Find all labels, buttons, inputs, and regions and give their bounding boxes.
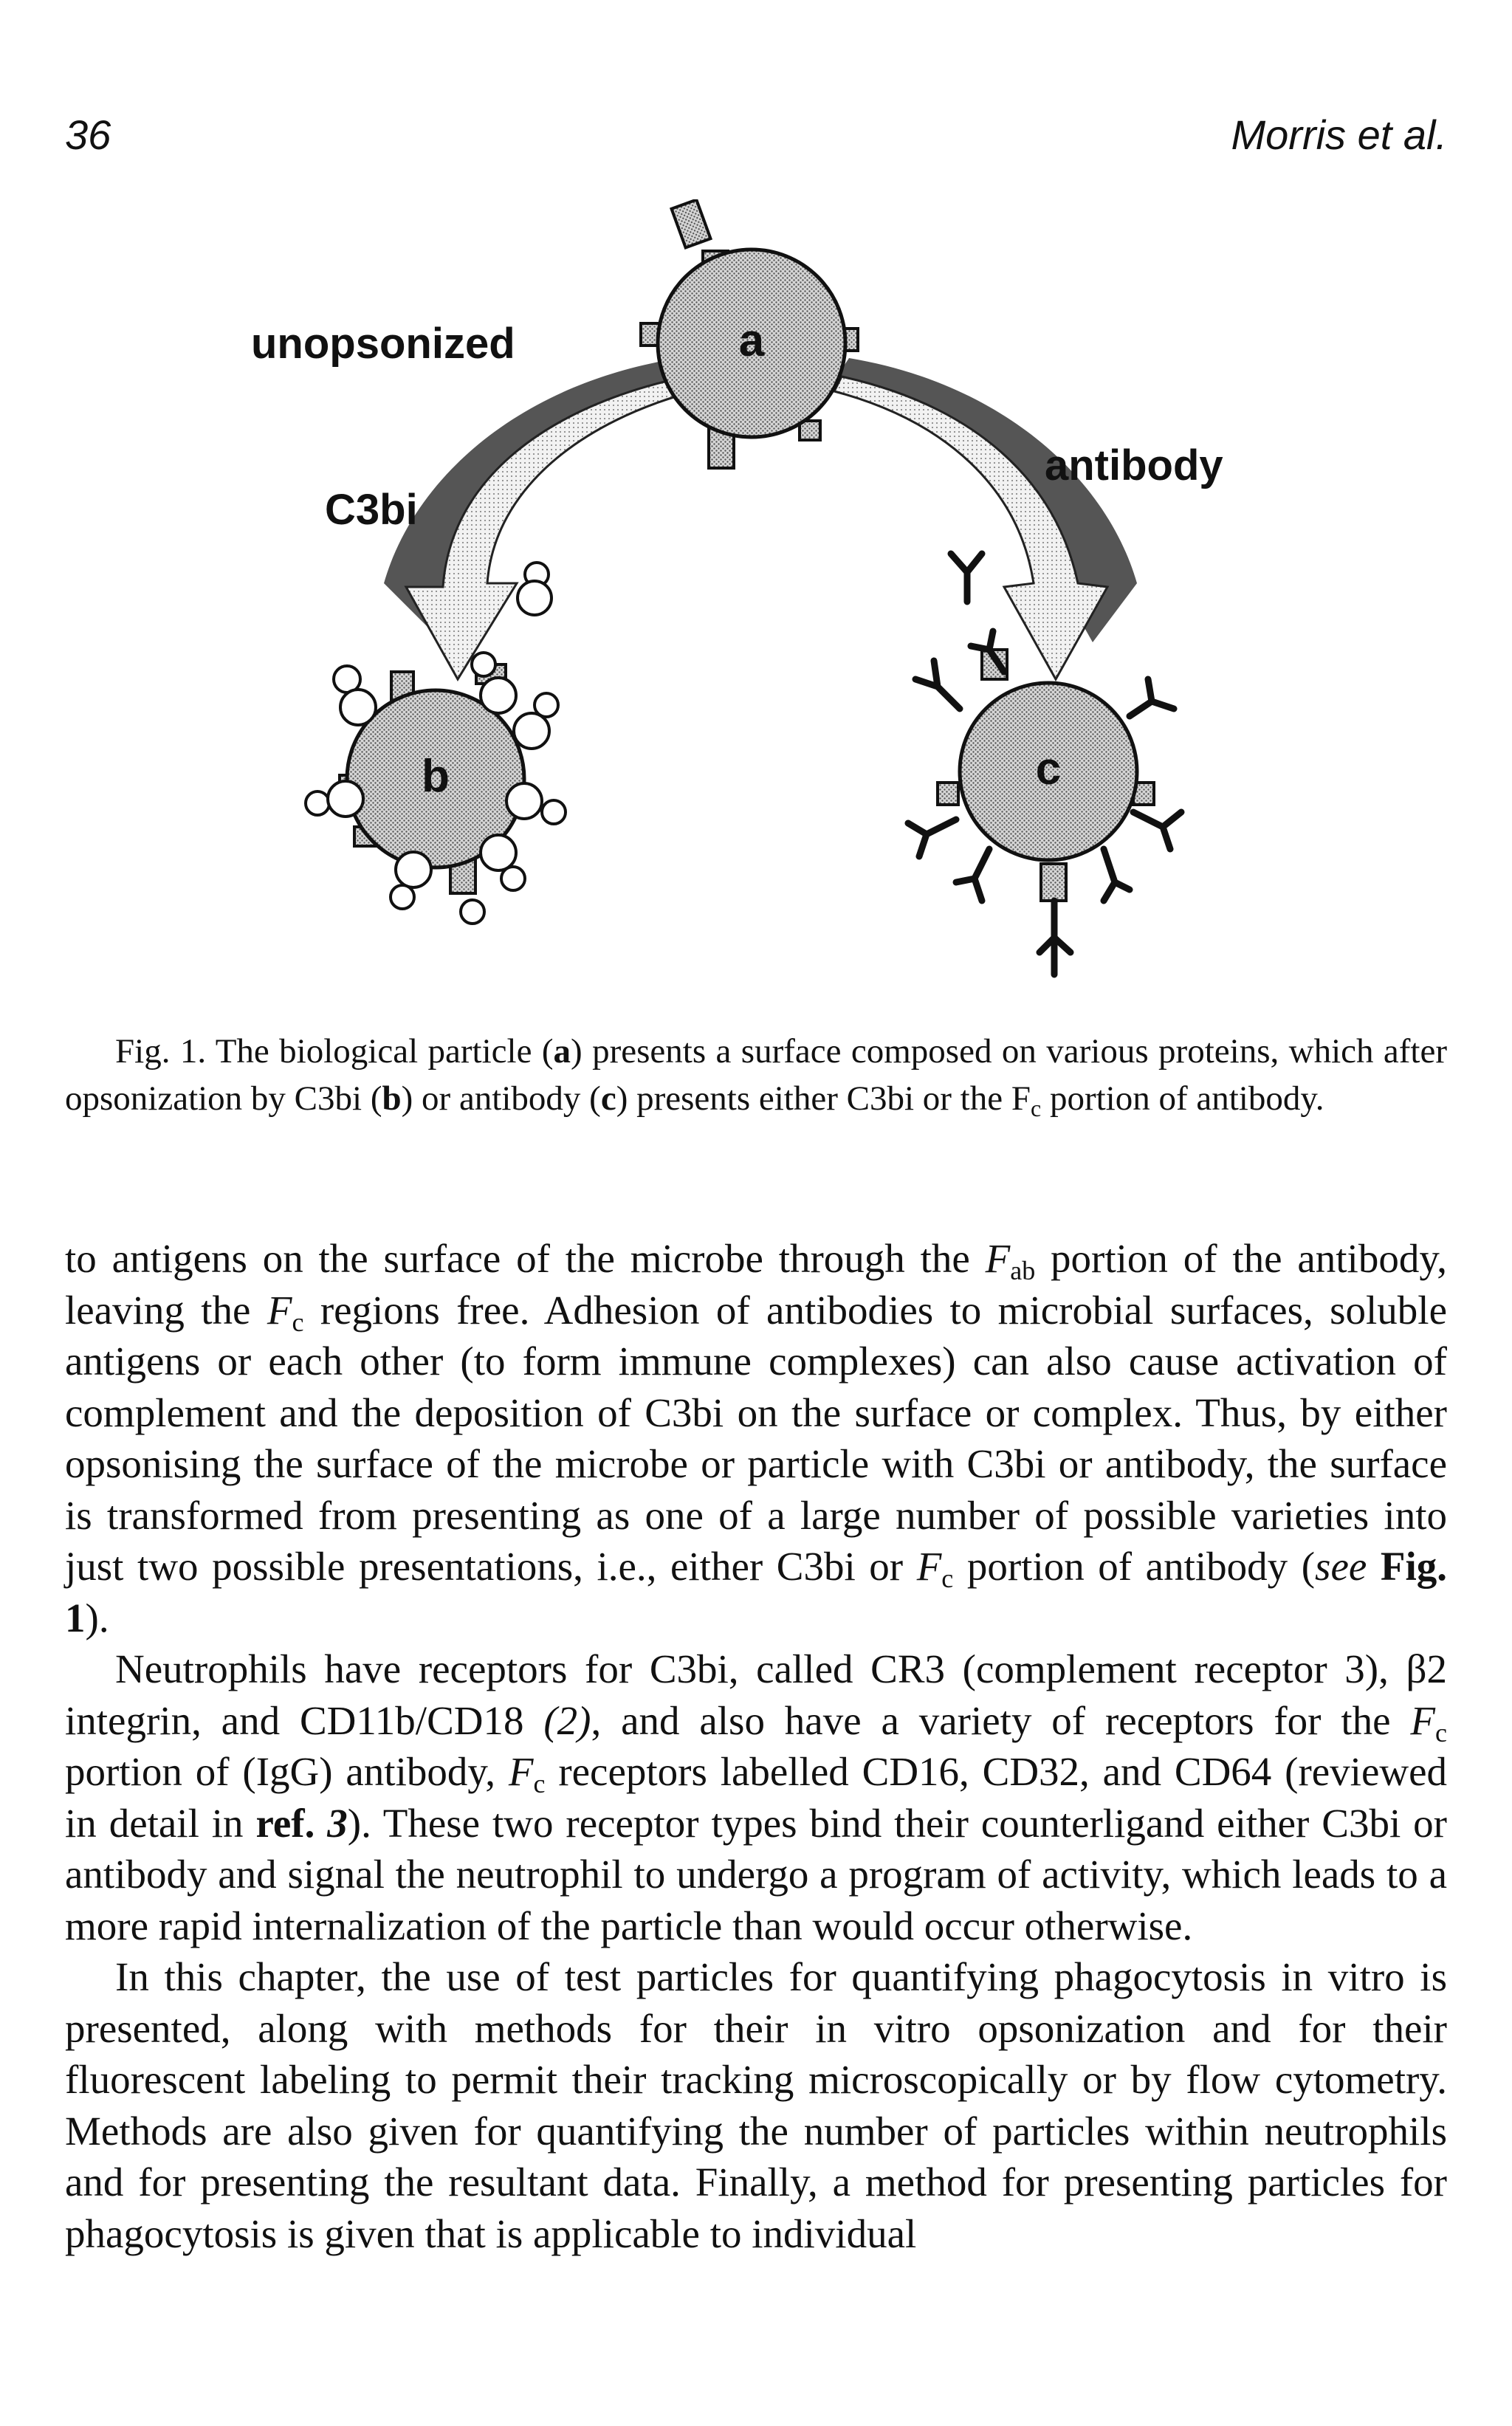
italic-f: F <box>985 1236 1011 1281</box>
text <box>1367 1544 1381 1589</box>
page-number: 36 <box>65 111 111 158</box>
subscript: ab <box>1010 1256 1036 1285</box>
italic-f: F <box>1410 1697 1436 1743</box>
arrow-to-c <box>834 358 1137 679</box>
particle-b <box>306 653 566 924</box>
text: portion of (IgG) antibody, <box>65 1749 509 1794</box>
particle-a-label: a <box>738 315 765 366</box>
figure-caption <box>65 1028 1447 1122</box>
caption-subscript: c <box>1030 1095 1042 1121</box>
italic-f: F <box>916 1544 942 1589</box>
text: to antigens on the surface of the microbe through the <box>65 1236 986 1281</box>
opsonization-diagram <box>221 199 1299 989</box>
caption-text: ) presents a surface composed on various proteins, which after opsonization by C3bi ( <box>65 1032 1448 1118</box>
running-head <box>65 111 1447 170</box>
caption-panel-a: a <box>553 1032 571 1071</box>
text: ). <box>85 1595 109 1640</box>
caption-panel-c: c <box>600 1079 616 1118</box>
text: , and also have a variety of receptors for the <box>591 1697 1411 1743</box>
citation-reference-label[interactable]: ref. <box>255 1800 328 1846</box>
label-c3bi: C3bi <box>325 486 418 534</box>
paragraph-1 <box>65 1233 1447 1643</box>
caption-text: The biological particle ( <box>206 1032 554 1071</box>
body-text <box>65 1233 1447 2259</box>
italic-f: F <box>267 1287 292 1333</box>
text: receptors labelled CD16, CD32, and CD64 (reviewed in detail in <box>65 1749 1447 1846</box>
caption-panel-b: b <box>382 1079 402 1118</box>
caption-text: ) presents either C3bi or the F <box>616 1079 1031 1118</box>
running-authors: Morris et al. <box>1231 111 1447 158</box>
citation-reference[interactable]: (2) <box>543 1697 591 1743</box>
subscript: c <box>533 1769 546 1798</box>
label-unopsonized: unopsonized <box>251 320 515 368</box>
citation-reference[interactable]: 3 <box>327 1800 348 1846</box>
particle-c-label: c <box>1035 743 1062 794</box>
arrow-to-b <box>384 358 694 679</box>
particle-a <box>641 200 858 468</box>
caption-text: portion of antibody. <box>1041 1079 1324 1118</box>
italic-see: see <box>1315 1544 1367 1589</box>
c3bi-molecule-icon <box>518 563 551 615</box>
text: regions free. Adhesion of antibodies to microbial surfaces, soluble antigens or each other (to form immune complexes) can also cause activation of complement and the deposition of C3bi on the surface or complex. Thus, by either opsonising the surface of the microbe or particle with C3bi or antibody, the surface is transformed from presenting as one of a large number of possible varieties into just two possible presentations, i.e., either C3bi or <box>65 1287 1448 1589</box>
subscript: c <box>1435 1717 1447 1748</box>
subscript: c <box>941 1564 954 1593</box>
text: portion of the antibody, leaving the <box>65 1236 1447 1333</box>
label-antibody: antibody <box>1045 441 1223 489</box>
figure-1 <box>221 199 1299 989</box>
paragraph-3: In this chapter, the use of test particles for quantifying phagocytosis in vitro is presented, along with methods for their in vitro opsonization and for their fluorescent labeling to permit their tracking microscopically or by flow cytometry. Methods are also given for quantifying the number of particles within neutrophils and for presenting the resultant data. Finally, a method for presenting particles for phagocytosis is given that is applicable to individual <box>65 1954 1447 2256</box>
antibody-molecule-icon <box>951 554 982 602</box>
text: portion of antibody ( <box>953 1544 1316 1589</box>
particle-c <box>908 631 1181 975</box>
caption-text: ) or antibody ( <box>401 1079 601 1118</box>
subscript: c <box>292 1307 304 1337</box>
particle-b-label: b <box>422 751 450 802</box>
text: Neutrophils have receptors for C3bi, called CR3 (complement receptor 3), β2 integrin, and CD11b/CD18 <box>65 1646 1447 1743</box>
caption-fig-label: Fig. 1. <box>115 1032 207 1071</box>
text: ). These two receptor types bind their counterligand either C3bi or antibody and signal the neutrophil to undergo a program of activity, which leads to a more rapid internalization of the particle than would occur otherwise. <box>65 1800 1447 1948</box>
italic-f: F <box>508 1749 534 1794</box>
paragraph-2 <box>65 1643 1447 1951</box>
figure-reference[interactable]: Fig. 1 <box>65 1544 1447 1640</box>
